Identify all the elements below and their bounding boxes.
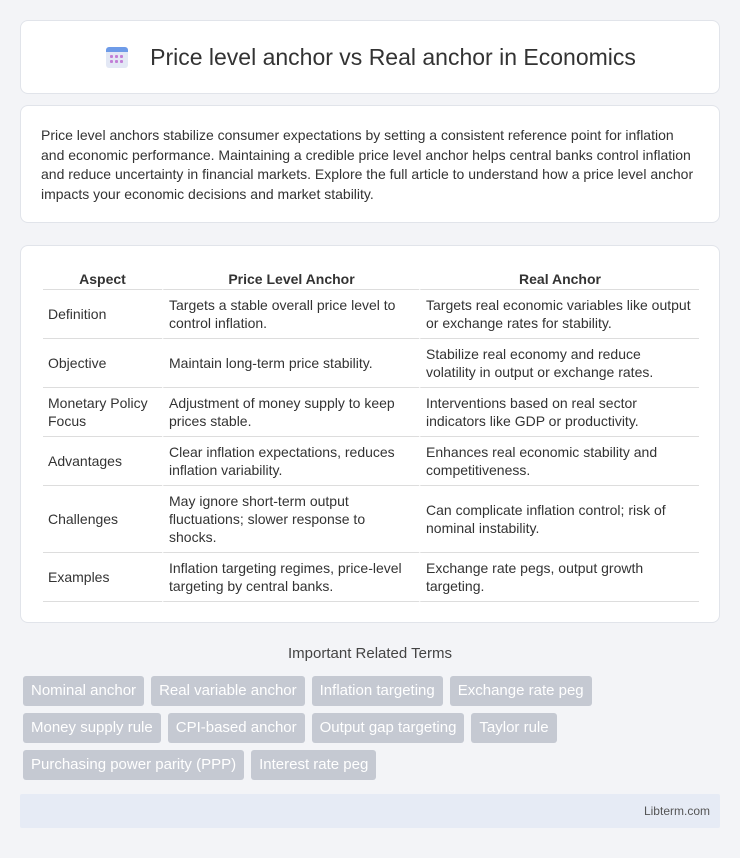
related-term-tag[interactable]: Purchasing power parity (PPP) [23,750,244,780]
table-cell: Monetary Policy Focus [43,388,162,437]
related-term-tag[interactable]: Inflation targeting [312,676,443,706]
table-row [43,486,699,553]
related-terms-title: Important Related Terms [288,645,452,662]
related-term-tag[interactable]: Nominal anchor [23,676,144,706]
table-cell: Examples [43,553,162,602]
related-term-tag[interactable]: CPI-based anchor [168,713,305,743]
related-term-tag[interactable]: Exchange rate peg [450,676,592,706]
table-cell: Inflation targeting regimes, price-level targeting by central banks. [162,553,419,602]
footer-site-link[interactable]: Libterm.com [643,804,710,818]
table-cell: Challenges [43,486,162,553]
table-cell: Targets a stable overall price level to control inflation. [162,290,419,339]
table-cell: Targets real economic variables like output or exchange rates for stability. [419,290,699,339]
table-row [43,339,699,388]
related-term-tag[interactable]: Output gap targeting [312,713,465,743]
table-cell: Stabilize real economy and reduce volatility in output or exchange rates. [419,339,699,388]
table-cell: May ignore short-term output fluctuations; slower response to shocks. [162,486,419,553]
tag-row [23,676,723,706]
header-card [20,20,720,94]
column-header: Real Anchor [419,268,699,290]
table-row [43,553,699,602]
intro-paragraph: Price level anchors stabilize consumer expectations by setting a consistent reference point for inflation and economic performance. Maintaining a credible price level anchor helps central banks control inflation and reduce uncertainty in financial markets. Explore the full article to understand how a price level anchor impacts your economic decisions and market stability. [41,127,694,202]
comparison-table-card [20,245,720,623]
intro-card [20,105,720,223]
related-terms-list [23,676,723,787]
table-cell: Objective [43,339,162,388]
table-row [43,437,699,486]
calendar-grid-icon [104,44,130,70]
related-term-tag[interactable]: Real variable anchor [151,676,305,706]
table-header-row [43,268,699,290]
table-cell: Can complicate inflation control; risk of nominal instability. [419,486,699,553]
table-cell: Exchange rate pegs, output growth targeting. [419,553,699,602]
page-title: Price level anchor vs Real anchor in Economics [150,43,636,70]
footer [20,794,720,828]
table-row [43,388,699,437]
comparison-table [43,268,699,602]
column-header: Aspect [43,268,162,290]
tag-row [23,713,723,743]
tag-row [23,750,723,780]
table-cell: Definition [43,290,162,339]
table-cell: Advantages [43,437,162,486]
column-header: Price Level Anchor [162,268,419,290]
related-term-tag[interactable]: Interest rate peg [251,750,376,780]
table-cell: Interventions based on real sector indicators like GDP or productivity. [419,388,699,437]
table-row [43,290,699,339]
table-cell: Maintain long-term price stability. [162,339,419,388]
related-term-tag[interactable]: Taylor rule [471,713,556,743]
table-cell: Clear inflation expectations, reduces inflation variability. [162,437,419,486]
table-cell: Adjustment of money supply to keep prices stable. [162,388,419,437]
related-term-tag[interactable]: Money supply rule [23,713,161,743]
table-cell: Enhances real economic stability and competitiveness. [419,437,699,486]
